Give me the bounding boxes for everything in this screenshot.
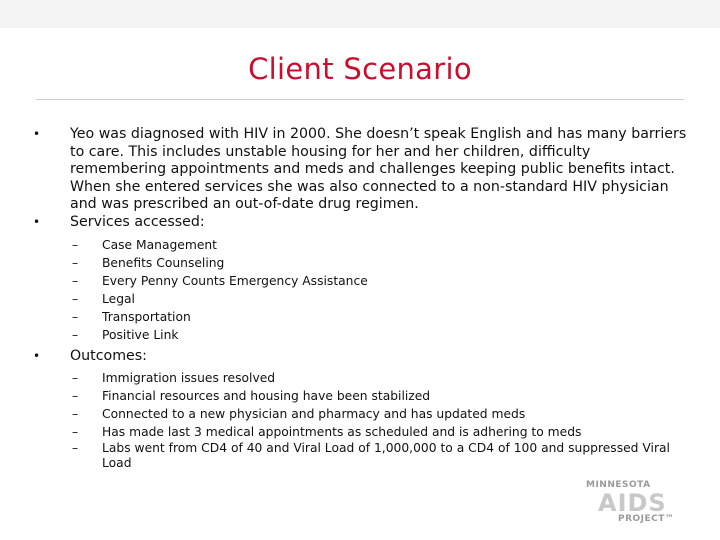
list-item: – Has made last 3 medical appointments as scheduled and is adhering to meds [72, 425, 582, 440]
bullet-marker: • [33, 127, 41, 141]
minnesota-aids-project-logo: MINNESOTA AIDS PROJECT™ [586, 480, 675, 524]
list-item: – Benefits Counseling [72, 255, 225, 270]
bullet-marker: • [33, 348, 41, 363]
list-item: – Labs went from CD4 of 40 and Viral Load of 1,000,000 to a CD4 of 100 and suppressed Viral Load [72, 441, 670, 471]
slide-title: Client Scenario [248, 52, 472, 86]
list-item: – Financial resources and housing have been stabilized [72, 389, 431, 404]
list-item: – Case Management [72, 237, 218, 252]
list-item: – Connected to a new physician and pharmacy and has updated meds [72, 407, 526, 422]
list-item: – Legal [72, 291, 135, 306]
services-list [30, 236, 690, 344]
bullet-marker: • [33, 214, 41, 229]
list-item: – Positive Link [72, 327, 179, 342]
bullet-scenario [30, 126, 690, 214]
list-item: – Transportation [72, 309, 191, 324]
bullet-outcomes [30, 348, 690, 366]
bullet-services [30, 214, 690, 232]
list-item: – Every Penny Counts Emergency Assistance [72, 273, 368, 288]
services-heading: Services accessed: [70, 213, 205, 230]
title-divider [36, 99, 684, 100]
outcomes-list [30, 369, 690, 471]
top-band [0, 0, 720, 28]
slide-content [30, 126, 690, 475]
list-item: – Immigration issues resolved [72, 371, 276, 386]
scenario-text: Yeo was diagnosed with HIV in 2000. She doesn’t speak English and has many barriers to care. This includes unstable housing for her and her children, difficulty remembering appointments and meds and challenges keeping public benefits intact. When she entered services she was also connected to a non-standard HIV physician and was prescribed an out-of-date drug regimen. [70, 126, 687, 213]
outcomes-heading: Outcomes: [70, 347, 147, 364]
